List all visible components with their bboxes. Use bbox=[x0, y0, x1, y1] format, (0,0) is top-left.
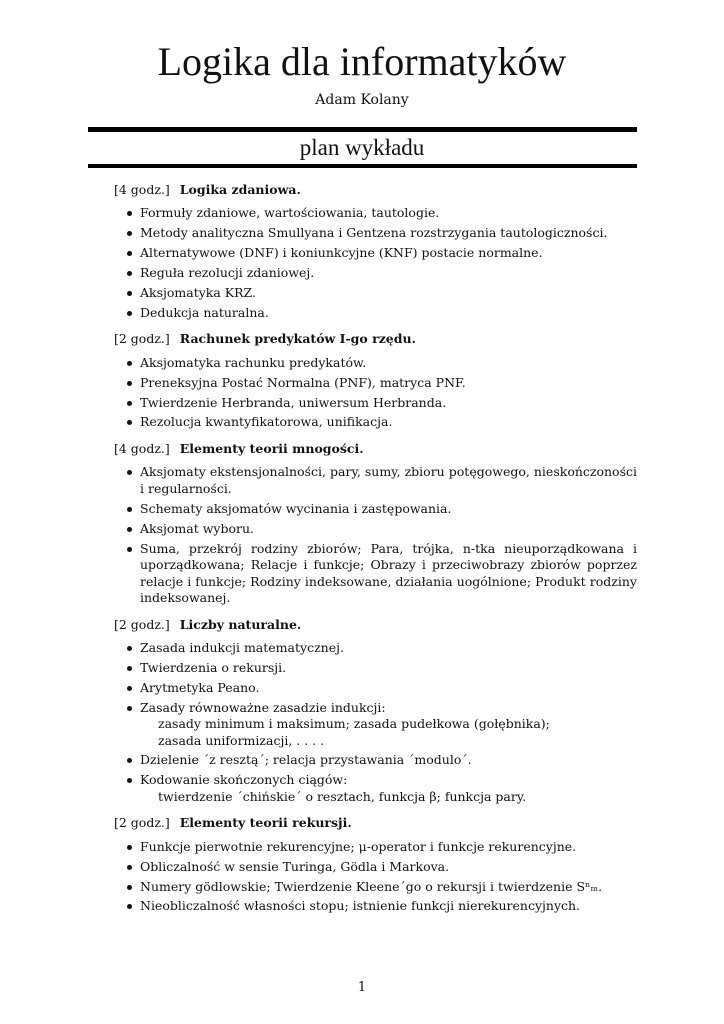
list-item: Suma, przekrój rodziny zbiorów; Para, trójka, n-tka nieuporządkowana i uporządkowana; Relacje i funkcje; Obrazy i przeciwobrazy zbiorów poprzez relacje i funkcje; Rodziny indeksowane, działania uogólnione; Produkt rodziny indeksowanej. bbox=[114, 541, 637, 607]
section-title: Elementy teorii mnogości. bbox=[179, 440, 364, 456]
topic-list bbox=[114, 839, 637, 915]
section-liczby-naturalne bbox=[114, 615, 637, 806]
list-item bbox=[114, 700, 637, 750]
item-text: Kodowanie skończonych ciągów: bbox=[140, 772, 348, 788]
section-heading bbox=[114, 180, 637, 199]
list-item: Arytmetyka Peano. bbox=[114, 680, 637, 697]
item-subline: twierdzenie ´chińskie´ o resztach, funkcja β; funkcja pary. bbox=[158, 788, 527, 804]
item-subline: zasady minimum i maksimum; zasada pudełkowa (gołębnika); bbox=[158, 716, 550, 732]
section-hours: [4 godz.] bbox=[114, 182, 170, 197]
list-item: Dzielenie ´z resztą´; relacja przystawania ´modulo´. bbox=[114, 752, 637, 769]
list-item: Alternatywowe (DNF) i koniunkcyjne (KNF) postacie normalne. bbox=[114, 245, 637, 262]
bottom-rule bbox=[88, 164, 637, 168]
topic-list bbox=[114, 205, 637, 321]
list-item: Obliczalność w sensie Turinga, Gödla i Markova. bbox=[114, 859, 637, 876]
list-item: Preneksyjna Postać Normalna (PNF), matryca PNF. bbox=[114, 375, 637, 392]
section-hours: [2 godz.] bbox=[114, 815, 170, 831]
list-item: Aksjomatyka KRZ. bbox=[114, 285, 637, 302]
list-item: Numery gödlowskie; Twierdzenie Kleene´go o rekursji i twierdzenie Sⁿₘ. bbox=[114, 879, 637, 896]
list-item: Twierdzenie Herbranda, uniwersum Herbranda. bbox=[114, 395, 637, 412]
list-item: Twierdzenia o rekursji. bbox=[114, 660, 637, 677]
section-heading bbox=[114, 329, 637, 348]
list-item: Rezolucja kwantyfikatorowa, unifikacja. bbox=[114, 414, 637, 431]
section-rachunek-predykatow bbox=[114, 329, 637, 431]
list-item: Dedukcja naturalna. bbox=[114, 305, 637, 322]
section-heading bbox=[114, 813, 637, 832]
section-title: Rachunek predykatów I-go rzędu. bbox=[179, 331, 416, 347]
section-title: Elementy teorii rekursji. bbox=[179, 815, 352, 831]
author-name: Adam Kolany bbox=[315, 92, 409, 108]
section-title: Liczby naturalne. bbox=[179, 616, 302, 632]
section-hours: [2 godz.] bbox=[114, 616, 170, 632]
list-item: Metody analityczna Smullyana i Gentzena rozstrzygania tautologiczności. bbox=[114, 225, 637, 242]
topic-list bbox=[114, 464, 637, 606]
section-teoria-mnogosci bbox=[114, 439, 637, 607]
list-item: Schematy aksjomatów wycinania i zastępowania. bbox=[114, 501, 637, 518]
topic-list bbox=[114, 355, 637, 431]
item-text: Zasady równoważne zasadzie indukcji: bbox=[140, 699, 386, 715]
topic-list bbox=[114, 640, 637, 805]
list-item: Nieobliczalność własności stopu; istnienie funkcji nierekurencyjnych. bbox=[114, 898, 637, 915]
list-item: Reguła rezolucji zdaniowej. bbox=[114, 265, 637, 282]
list-item: Aksjomat wyboru. bbox=[114, 521, 637, 538]
top-rule bbox=[88, 127, 637, 132]
list-item: Zasada indukcji matematycznej. bbox=[114, 640, 637, 657]
document-title: Logika dla informatyków bbox=[157, 39, 567, 84]
list-item: Aksjomaty ekstensjonalności, pary, sumy, zbioru potęgowego, nieskończoności i regularności. bbox=[114, 464, 637, 497]
section-logika-zdaniowa bbox=[114, 180, 637, 321]
lecture-plan bbox=[114, 180, 637, 923]
section-title: Logika zdaniowa. bbox=[179, 182, 301, 197]
section-hours: [2 godz.] bbox=[114, 331, 170, 347]
document-subtitle: plan wykładu bbox=[299, 135, 425, 160]
section-teoria-rekursji bbox=[114, 813, 637, 915]
list-item: Aksjomatyka rachunku predykatów. bbox=[114, 355, 637, 372]
item-subline: zasada uniformizacji, . . . . bbox=[158, 732, 325, 748]
page-number: 1 bbox=[357, 980, 367, 995]
list-item: Formuły zdaniowe, wartościowania, tautologie. bbox=[114, 205, 637, 222]
section-heading bbox=[114, 615, 637, 634]
section-heading bbox=[114, 439, 637, 458]
list-item bbox=[114, 772, 637, 805]
list-item: Funkcje pierwotnie rekurencyjne; μ-operator i funkcje rekurencyjne. bbox=[114, 839, 637, 856]
section-hours: [4 godz.] bbox=[114, 440, 170, 456]
